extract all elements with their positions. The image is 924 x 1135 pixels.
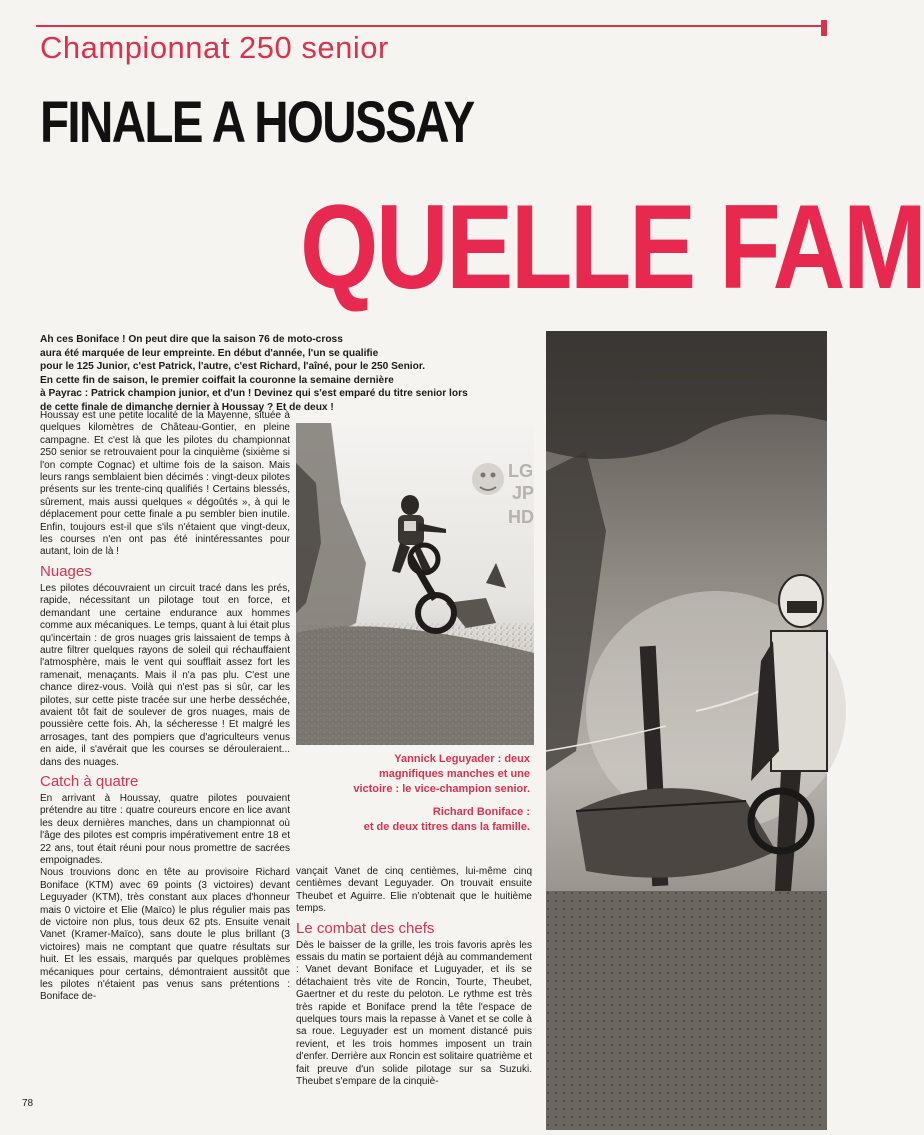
photo-caption-leguyader	[290, 752, 530, 797]
article-column-2	[296, 866, 532, 1089]
watermark-text: LG	[508, 461, 533, 481]
section-heading-catch: Catch à quatre	[40, 772, 139, 790]
lead-paragraph	[40, 333, 540, 415]
headline-primary: FINALE A HOUSSAY	[40, 90, 474, 155]
catch-paragraph-2: Nous trouvions donc en tête au provisoire Richard Boniface (KTM) avec 69 points (3 victoires) devant Leguyader (KTM), très constant aux places d'honneur mais 0 victoire et Elie (Maïco) le plus régulier mais pas de victoire non plus, tous deux 62 pts. Ensuite venait Vanet (Kramer-Maïco), sans doute le plus brillant (3 victoires) mais ne comptant que quatre résultats sur huit. Et les essais, marqués par quelques problèmes mécaniques pour certains, démontraient aussitôt que les pilotes n'étaient pas venus sans prétentions : Boniface de-	[40, 867, 290, 1003]
combat-paragraph: Dès le baisser de la grille, les trois favoris après les essais du matin se portaient déjà au commandement : Vanet devant Boniface et Luguyader, et ils se détachaient très vite de Roncin, Tourte, Theubet, Gaertner et du reste du peloton. Le rythme est très très rapide et Boniface prend la tête l'espace de quelques tours mais la repasse à Vanet et se colle à sa roue. Leguyader est un moment distancé puis revient, et les trois hommes imposent un train d'enfer. Derrière aux Roncin est solitaire quatrième et fait preuve d'un solide pilotage sur sa Suzuki. Theubet s'empare de la cinquiè-	[296, 939, 532, 1088]
article-column-1	[40, 410, 290, 1004]
lead-line: Ah ces Boniface ! On peut dire que la saison 76 de moto-cross	[40, 334, 343, 345]
intro-paragraph: Houssay est une petite localité de la Mayenne, située à quelques kilomètres de Château-Gontier, en pleine campagne. Et c'est là que les pilotes du championnat 250 senior se retrouvaient pour la cinquième (sixième si l'on compte Cognac) et ultime fois de la saison. Mais leurs rangs semblaient bien décimés : vingt-deux pilotes présents sur les trente-cinq qualifiés ! Certains blessés, sûrement, mais aussi quelques « dégoûtés », à qui le déplacement pour cette finale a pu sembler bien inutile. Enfin, toujours est-il que s'ils n'étaient que vingt-deux, les courses n'en ont pas été inintéressantes pour autant, loin de là !	[40, 410, 290, 558]
watermark-text: HD	[508, 507, 534, 527]
caption-line: Richard Boniface :	[432, 806, 530, 818]
watermark-text: JP	[512, 483, 535, 503]
lead-line: à Payrac : Patrick champion junior, et d'un ! Devinez qui s'est emparé du titre senior lors	[40, 388, 468, 400]
photo-rider-dust	[546, 331, 827, 1130]
lead-line: En cette fin de saison, le premier coiffait la couronne la semaine dernière	[40, 374, 394, 386]
catch-paragraph-1: En arrivant à Houssay, quatre pilotes pouvaient prétendre au titre : quatre coureurs encore en lice avant les deux dernières manches, dans un championnat où l'âge des pilotes est compris impérativement entre 18 et 22 ans, tout était réuni pour nous promettre de sacrées empoignades.	[40, 792, 290, 866]
photo-caption-boniface	[290, 805, 530, 835]
continuation-paragraph: vançait Vanet de cinq centièmes, lui-même cinq centièmes devant Leguyader. On trouvait ensuite Theubet et Aguirre. Elie n'obtenait que le huitième temps.	[296, 866, 532, 915]
watermark-logo	[470, 455, 540, 535]
lead-line: aura été marquée de leur empreinte. En début d'année, l'un se qualifie	[40, 347, 379, 359]
page-number: 78	[22, 1098, 34, 1109]
section-heading-nuages: Nuages	[40, 562, 92, 580]
section-heading-combat: Le combat des chefs	[296, 919, 435, 937]
caption-line: Yannick Leguyader : deux	[394, 753, 530, 765]
caption-line: victoire : le vice-champion senior.	[353, 783, 530, 795]
lead-line: pour le 125 Junior, c'est Patrick, l'autre, c'est Richard, l'aîné, pour le 250 Senior.	[40, 361, 426, 373]
caption-line: magnifiques manches et une	[379, 768, 530, 780]
headline-secondary: QUELLE FAM	[300, 180, 924, 314]
page-edge-mark	[821, 20, 827, 36]
caption-line: et de deux titres dans la famille.	[363, 821, 530, 833]
lead-line: de cette finale de dimanche dernier à Houssay ? Et de deux !	[40, 401, 334, 413]
nuages-paragraph: Les pilotes découvraient un circuit tracé dans les prés, rapide, nécessitant un pilotage tout en force, et demandant une certaine endurance aux hommes comme aux mécaniques. Le temps, quant à lui était plus qu'incertain : de gros nuages gris laissaient de temps à autre filtrer quelques rayons de soleil qui réchauffaient l'atmosphère, mais le vent qui soufflait assez fort les ramenait, menaçants. Mais il n'a pas plu. C'est une chance direz-vous. Voilà qui n'est pas si sûr, car les pilotes, sur cette piste tracée sur une herbe desséchée, avaient tôt fait de soulever de gros nuages, mais de poussière cette fois. Ah, la sécheresse ! Et malgré les arrosages, tant des pompiers que d'agriculteurs venus en aide, il s'avérait que les courses se dérouleraient... dans des nuages.	[40, 582, 290, 768]
kicker: Championnat 250 senior	[40, 30, 389, 65]
top-rule	[36, 25, 826, 27]
